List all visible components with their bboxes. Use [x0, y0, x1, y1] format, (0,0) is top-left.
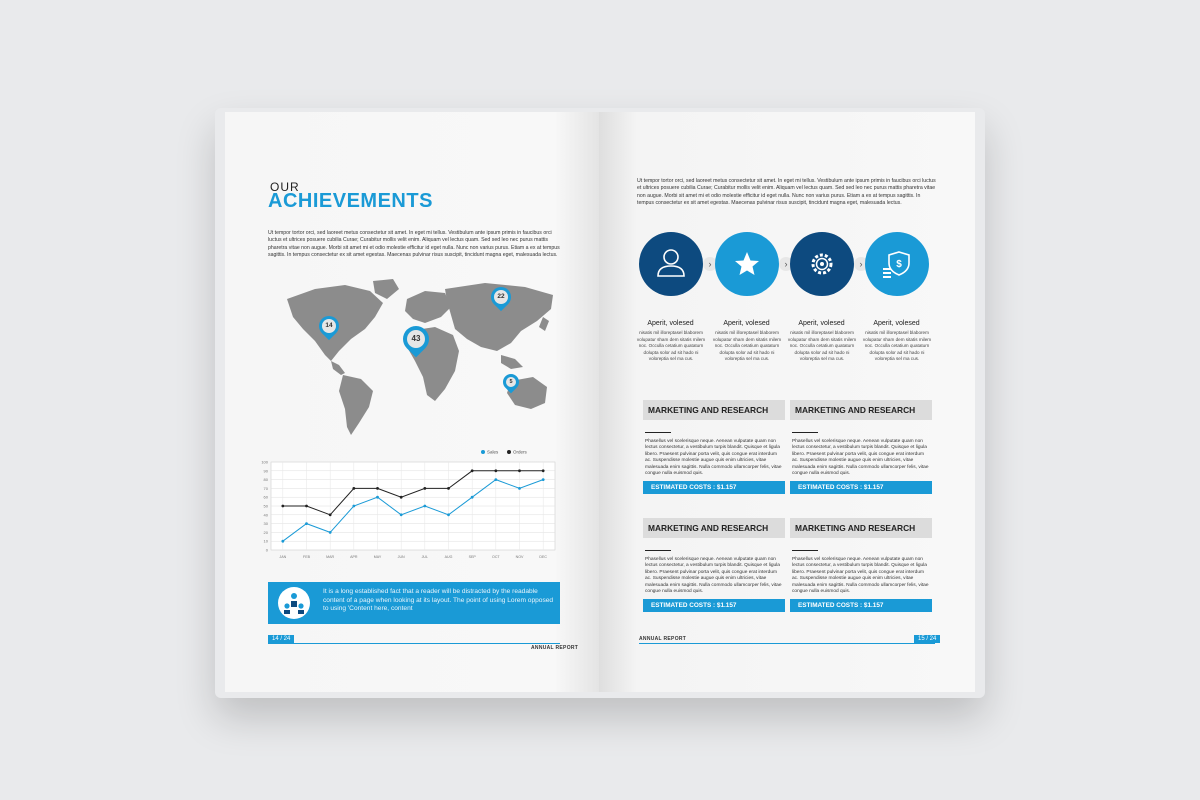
step-body-1: nisatis mil illoreptasel blaborem volupatur sham dem sitatis milem noc. Occulla cetatium quataturn dolupta solor ad sit hado ni voloreptia sel ma cus. — [636, 330, 706, 362]
y-tick-label: 30 — [263, 521, 268, 527]
x-tick-label: JUL — [421, 555, 429, 559]
data-point — [423, 505, 426, 508]
page-number: 15 / 24 — [914, 635, 940, 643]
line-chart — [255, 442, 565, 567]
step-body-3: nisatis mil illoreptasel blaborem volupatur sham dem sitatis milem noc. Occulla cetatium quataturn dolupta solor ad sit hado ni voloreptia sel ma cus. — [787, 330, 857, 362]
card-body: Phasellus vel scelerisque neque. Aenean vulputate quam non lectus consectetur, a vestibulum turpis blandit. Quisque et ligula libero. Praesent pulvinar porta velit, quis congue erat interdum ac. Suspendisse molestie augue quis enim ultricies, vitae malesuada enim sagittis. Nulla commodo ullamcorper felis, vitae congue nulla euismod quis. — [645, 557, 782, 595]
x-tick-label: NOV — [515, 555, 524, 559]
chevron-right-icon: › — [854, 257, 868, 271]
card-divider — [792, 432, 818, 433]
footer-line — [268, 643, 560, 644]
y-tick-label: 40 — [263, 512, 268, 518]
data-point — [542, 469, 545, 472]
data-point — [352, 505, 355, 508]
y-tick-label: 70 — [263, 485, 268, 491]
y-tick-label: 0 — [265, 547, 268, 553]
data-point — [494, 469, 497, 472]
y-tick-label: 100 — [261, 459, 268, 465]
marketing-card-4 — [790, 518, 932, 612]
step-body-2: nisatis mil illoreptasel blaborem volupatur sham dem sitatis milem noc. Occulla cetatium quataturn dolupta solor ad sit hado ni voloreptia sel ma cus. — [712, 330, 782, 362]
x-tick-label: AUG — [444, 555, 453, 559]
x-tick-label: APR — [350, 555, 358, 559]
x-tick-label: FEB — [303, 555, 310, 559]
world-map — [275, 277, 560, 439]
right-intro-text: Ut tempor tortor orci, sed laoreet metus consectetur sit amet. In eget mi tellus. Vestibulum ante ipsum primis in faucibus orci luctus et ultrices posuere cubilia Curae; Curabitur mollis velit enim. Aliquam vel lectus quam. Sed sed leo nec purus mattis pharetra vitae non augue. Morbi sit amet mi et odio molestie efficitur id eget nulla. Nunc non varius purus. Etiam a ex at tempus sagittis. In tempus consectetur ex sit amet egestas. Maecenas pulvinar risus suscipit, tincidunt magna eget, malesuada lectus. — [637, 178, 936, 207]
data-point — [423, 487, 426, 490]
world-map-landmasses — [287, 279, 553, 435]
info-box-text: It is a long established fact that a reader will be distracted by the readable content of a page when looking at its layout. The point of using Lorem opposed to using 'Content here, content — [323, 588, 554, 613]
footer-label: ANNUAL REPORT — [531, 645, 579, 651]
step-body-4: nisatis mil illoreptasel blaborem volupatur sham dem sitatis milem noc. Occulla cetatium quataturn dolupta solor ad sit hado ni voloreptia sel ma cus. — [862, 330, 932, 362]
title-achievements: ACHIEVEMENTS — [268, 190, 433, 212]
y-tick-label: 90 — [263, 468, 268, 474]
data-point — [329, 531, 332, 534]
central-america-shape — [331, 361, 345, 375]
y-tick-label: 10 — [263, 538, 268, 544]
data-point — [305, 505, 308, 508]
card-body: Phasellus vel scelerisque neque. Aenean vulputate quam non lectus consectetur, a vestibulum turpis blandit. Quisque et ligula libero. Praesent pulvinar porta velit, quis congue erat interdum ac. Suspendisse molestie augue quis enim ultricies, vitae malesuada enim sagittis. Nulla commodo ullamcorper felis, vitae congue nulla euismod quis. — [645, 439, 782, 477]
legend-marker — [507, 450, 511, 454]
data-point — [447, 513, 450, 516]
x-tick-label: MAR — [326, 555, 335, 559]
card-body: Phasellus vel scelerisque neque. Aenean vulputate quam non lectus consectetur, a vestibulum turpis blandit. Quisque et ligula libero. Praesent pulvinar porta velit, quis congue erat interdum ac. Suspendisse molestie augue quis enim ultricies, vitae malesuada enim sagittis. Nulla commodo ullamcorper felis, vitae congue nulla euismod quis. — [792, 557, 929, 595]
card-title: MARKETING AND RESEARCH — [643, 518, 785, 538]
japan-shape — [539, 317, 549, 331]
info-box — [268, 582, 560, 624]
x-tick-label: MAY — [373, 555, 382, 559]
y-tick-label: 60 — [263, 494, 268, 500]
step-circle-2 — [715, 232, 779, 296]
data-point — [494, 478, 497, 481]
data-point — [471, 469, 474, 472]
people-icon — [278, 587, 310, 619]
data-point — [281, 505, 284, 508]
x-tick-label: OCT — [492, 555, 500, 559]
card-divider — [792, 550, 818, 551]
card-body: Phasellus vel scelerisque neque. Aenean vulputate quam non lectus consectetur, a vestibulum turpis blandit. Quisque et ligula libero. Praesent pulvinar porta velit, quis congue erat interdum ac. Suspendisse molestie augue quis enim ultricies, vitae malesuada enim sagittis. Nulla commodo ullamcorper felis, vitae congue nulla euismod quis. — [792, 439, 929, 477]
right-page — [599, 112, 975, 692]
data-point — [400, 496, 403, 499]
data-point — [376, 487, 379, 490]
card-cost: ESTIMATED COSTS : $1.157 — [790, 481, 932, 494]
data-point — [329, 513, 332, 516]
marketing-card-2 — [790, 400, 932, 494]
data-point — [542, 478, 545, 481]
x-tick-label: JUN — [397, 555, 405, 559]
x-tick-label: DEC — [539, 555, 547, 559]
x-tick-label: SEP — [468, 555, 476, 559]
greenland-shape — [373, 279, 399, 299]
card-divider — [645, 550, 671, 551]
card-cost: ESTIMATED COSTS : $1.157 — [790, 599, 932, 612]
card-cost: ESTIMATED COSTS : $1.157 — [643, 481, 785, 494]
step-title-1: Aperit, volesed — [647, 320, 694, 327]
card-cost: ESTIMATED COSTS : $1.157 — [643, 599, 785, 612]
y-tick-label: 80 — [263, 477, 268, 483]
card-divider — [645, 432, 671, 433]
data-point — [376, 496, 379, 499]
step-title-4: Aperit, volesed — [873, 320, 920, 327]
title-our: OUR — [270, 180, 300, 194]
card-title: MARKETING AND RESEARCH — [790, 400, 932, 420]
data-point — [281, 540, 284, 543]
data-point — [305, 522, 308, 525]
southeast-asia-shape — [501, 355, 523, 369]
chevron-right-icon: › — [779, 257, 793, 271]
gear-icon — [790, 232, 854, 296]
y-tick-label: 50 — [263, 503, 268, 509]
svg-text:$: $ — [896, 259, 902, 270]
user-icon — [639, 232, 703, 296]
card-title: MARKETING AND RESEARCH — [643, 400, 785, 420]
data-point — [400, 513, 403, 516]
map-pin-value: 14 — [322, 319, 336, 333]
map-pin-value: 22 — [494, 290, 508, 304]
y-tick-label: 20 — [263, 529, 268, 535]
legend-label: Orders — [513, 449, 527, 455]
step-circle-3 — [790, 232, 854, 296]
chevron-right-icon: › — [703, 257, 717, 271]
legend-marker — [481, 450, 485, 454]
south-america-shape — [339, 375, 373, 435]
left-intro-text: Ut tempor tortor orci, sed laoreet metus consectetur sit amet. In eget mi tellus. Vestibulum ante ipsum primis in faucibus orci luctus et ultrices posuere cubilia Curae; Curabitur mollis velit enim. Aliquam vel lectus quam. Sed sed leo nec purus mattis pharetra vitae non augue. Morbi sit amet mi et odio molestie efficitur id eget nulla. Nunc non varius purus. Etiam a ex at tempus sagittis. In tempus consectetur ex sit amet egestas. Maecenas pulvinar risus suscipit, tincidunt magna eget, malesuada lectus. — [268, 230, 560, 259]
step-title-2: Aperit, volesed — [723, 320, 770, 327]
step-circle-1 — [639, 232, 703, 296]
map-pin-value: 43 — [407, 330, 425, 348]
data-point — [447, 487, 450, 490]
money-shield-icon — [865, 232, 929, 296]
page-number: 14 / 24 — [268, 635, 294, 643]
europe-shape — [405, 291, 451, 323]
data-point — [352, 487, 355, 490]
marketing-card-1 — [643, 400, 785, 494]
marketing-card-3 — [643, 518, 785, 612]
legend-label: Sales — [487, 449, 499, 455]
data-point — [518, 487, 521, 490]
step-circle-4 — [865, 232, 929, 296]
footer-line — [639, 643, 935, 644]
x-tick-label: JAN — [279, 555, 287, 559]
data-point — [518, 469, 521, 472]
people-icon-graphic — [278, 587, 310, 619]
data-point — [471, 496, 474, 499]
left-page — [225, 112, 599, 692]
card-title: MARKETING AND RESEARCH — [790, 518, 932, 538]
step-title-3: Aperit, volesed — [798, 320, 845, 327]
star-icon — [715, 232, 779, 296]
footer-label: ANNUAL REPORT — [639, 636, 687, 642]
map-pin-value: 5 — [506, 377, 516, 387]
